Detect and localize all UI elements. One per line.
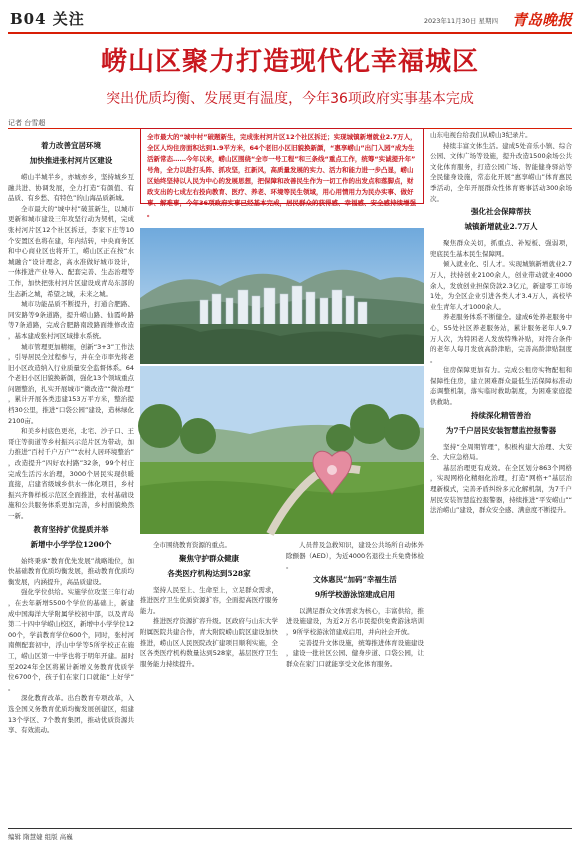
paragraph: 聚焦群众关切，抓重点、补短板、强弱项，兜底民生基本民生保障网。: [430, 239, 572, 258]
subhead-block: [286, 572, 424, 606]
paragraph: 城市功能品质不断提升，打通合肥路、同安路等9条道路，提升崂山路、仙霞岭路等7条道路，完成合肥路南段路面维修改造，基本建成张村河区域排水系统。: [8, 300, 134, 340]
subhead-block: [8, 138, 134, 172]
footer-credits: 编辑 隋慧婕 组版 高巍: [8, 833, 73, 841]
subhead: 新增中小学学位1200个: [30, 539, 112, 549]
subheadline: 突出优质均衡、发展更有温度，今年36项政府实事基本完成: [106, 91, 474, 107]
issue-date: 2023年11月30日 星期四: [423, 17, 498, 25]
paragraph: 和美乡村底色更亮，北宅、沙子口、王哥庄等街道等乡村振兴示范片区为带动，加力推进“百村千户万户”“农村人居环境整治”，改造提升“四好农村路”32条，99个村庄完成生活污水治理，3000个居民实现供暖直接，启建省级城乡供水一体化项目，乡村振兴齐鲁样板示范区全面推进，农村基础设施和公共服务体系更加完善，乡村面貌焕然一新。: [8, 427, 134, 520]
paragraph: 山东电视台给我们从崂山3纪录片。: [430, 131, 532, 139]
subhead: 加快推进张村河片区建设: [29, 156, 113, 165]
subhead: 各类医疗机构达到528家: [167, 568, 251, 578]
subhead: 聚焦守护群众健康: [179, 553, 239, 563]
subhead: 为7千户居民安装智慧监控报警器: [445, 425, 557, 435]
subhead: 强化社会保障帮扶: [471, 207, 531, 217]
paragraph: 完善提升文体设施，统筹推进体育设施建设，建设一批社区公园、健身步道、口袋公园，让群众在家门口就能享受文化体育服务。: [286, 638, 424, 668]
paragraph: 倾入就业化、引人才。实现城镇新增就业2.7万人，扶持创业2100余人，创业带动就业4000余人，发放创业担保贷款2.3亿元，新建零工市场1处，为全区企业引进各类人才3.4万人，高校毕业生青年人才1000余人。: [430, 260, 572, 311]
page-header: [8, 8, 572, 34]
subhead-block: [8, 522, 134, 556]
newspaper-logo: 青岛晚报: [511, 11, 572, 29]
paragraph: 深化教育改革。出台教育专项改革，入选全国义务教育优质均衡发展创建区，组建13个学区、7个教育集团，推动优质资源共享、有效流动。: [8, 694, 134, 735]
footer-rule: [8, 828, 572, 829]
section-label: B04 关注: [10, 10, 85, 28]
subhead: 9所学校游泳馆建成启用: [314, 589, 396, 599]
city-skyline-photo: [140, 228, 424, 364]
paragraph: 全市围绕教育资源的重点。: [153, 541, 231, 549]
paragraph: 始终秉承“教育优先发展”战略地位，加快基础教育优质均衡发展，推动教育优质均衡发展，内涵提升，高品质建设。: [8, 556, 134, 586]
subhead-block: [140, 551, 278, 585]
paragraph: 养老服务体系不断健全。建成6处养老服务中心，55处社区养老服务站，累计服务老年人9.7万人次，为特困老人发放特殊补贴，对符合条件的老年人每月发放高龄津贴，完善高龄津贴制度。: [430, 313, 572, 364]
paragraph: 推进医疗资源扩容升级。区政府与山东大学附属医院共建合作，青大附院崂山院区建设加快推进，崂山区人民医院改扩建项目顺利实施，全区各类医疗机构数量达到528家，基层医疗卫生服务能力持续提升。: [140, 617, 278, 668]
paragraph: 城市管理更加精细，创新“3+3”工作法，引导居民全过程参与，并在全市率先将老旧小区改造纳入行业质量安全监督体系。64个老旧小区旧貌换新颜，强化13个领域重点问题整治，扎实开展城市“微改造”“微治理”，累计开展各类违建153万平方米，整治提档30公里，推进“口袋公园”建设，造林绿化2100亩。: [8, 342, 134, 425]
column-1: [8, 138, 134, 824]
subhead: 教育坚持扩优提质并举: [33, 524, 109, 534]
subhead-block: [430, 204, 572, 238]
paragraph: 崂山半城半乡，亦城亦乡，坚持城乡互融共进、协调发展，全力打造“有颜值、有品质、有乡愁、有特色”的山海品质新城。: [8, 173, 134, 203]
subhead: 持续深化精管善治: [471, 410, 531, 420]
paragraph: 坚持“全周期管理”，积极构建大治理、大安全、大应急格局。: [430, 442, 572, 462]
paragraph: 基层治理更有成效。在全区划分863个网格，实现网格化精细化治理，打造“网格+”基层治理新模式，完善矛盾纠纷多元化解机制，为7千户居民安装智慧监控报警器，持续推进“平安崂山”“法治崂山”建设，群众安全感、满意度不断提升。: [430, 463, 572, 515]
park-heart-sculpture-photo: [140, 366, 424, 534]
column-2: [140, 540, 278, 824]
paragraph: 以满足群众文体需求为核心，丰富供给，推进设施建设，为近2万名市民提供免费游泳培训，9所学校游泳馆建成启用，并向社会开放。: [286, 606, 424, 636]
lead-summary-box: 全市最大的“城中村”破题新生，完成张村河片区12个社区拆迁；实现城镇新增就业2.7万人，全区人均住房面积达到1.9平方米，64个老旧小区旧貌换新颜，“惠享崂山”出门入园“成为生活新常态……今年以来，崂山区围绕“全市一号工程”和三条线“重点工作，统筹“实诚提升年”号角，全力以赴打头阵、抓攻坚，扛新风，高质量发展的实力、活力和能力进一步凸显，崂山区始终坚持以人民为中心的发展思想，把保障和改善民生作为一切工作的出发点和落脚点，财政支出的七成左右投向教育、医疗、养老、环境等民生领域，用心用情用力为民办实事、做好事、解难事，今年36项政府实事已经基本完成，居民群众的获得感、幸福感、安全感持续增强。: [140, 128, 424, 204]
subhead-block: [430, 408, 572, 442]
paragraph: 坚持人民至上、生命至上，立足群众需求，推进医疗卫生优质资源扩容，全面提高医疗服务能力。: [140, 585, 278, 615]
paragraph: 强化学位供给。实施学位攻坚三年行动，在去年新增5500个学位的基础上，新建成中国海洋大学附属学校初中部，以及青岛第二十四中学崂山校区，新增中小学学位1200个，学前教育学位600个，同时，张村河南侧配套初中，浮山中学等5所学校正在施工，崂山区第一中学也将于明年开建。届时至2024年全区将累计新增义务教育优质学位6700个，孩子们在家门口就能“上好学”。: [8, 588, 134, 692]
paragraph: 人员普及急救知识，建设公共场所自动体外除颤器（AED），为近4000名退役士兵免费体检。: [286, 541, 424, 571]
paragraph: 全市最大的“城中村”破茧新生，以城市更新和城市建设三年攻坚行动为契机，完成张村河片区12个社区拆迁，李家下庄等10个安置区也将在建，年内结转，中央商务区和中心商业区也将开工，崂山区正在按“水城融合”设计理念，高水准做好城市设计，一体推进产业导入、配套完善、生态治理等工作，加快把张村河片区建设成青岛东部的生态新之城，希望之城，未来之城。: [8, 204, 134, 298]
headline: 崂山区聚力打造现代化幸福城区: [100, 47, 479, 77]
column-3: [286, 540, 424, 824]
byline: 记者 台雪超: [8, 119, 46, 127]
subhead: 着力改善宜居环境: [41, 141, 101, 150]
paragraph: 住房保障更加有力。完成公租房实物配租和保障性住房，建立困难群众最低生活保障标准动态调整机制，落实临时救助制度，为困难家庭提供救助。: [430, 366, 572, 407]
subhead: 文体惠民“加码”幸福生活: [313, 574, 397, 584]
column-4: [430, 130, 572, 824]
paragraph: 持续丰富文体生活。建成5处音乐小镇、综合公园、文体广场等设施，提升改造1500余场公共文化体育服务，打造公园广场、智能健身驿站等全民健身设施，常态化开展“惠享崂山”体育惠民季活动，全年开展群众性体育赛事活动300余场次。: [430, 141, 572, 203]
subhead: 城镇新增就业2.7万人: [464, 222, 538, 232]
